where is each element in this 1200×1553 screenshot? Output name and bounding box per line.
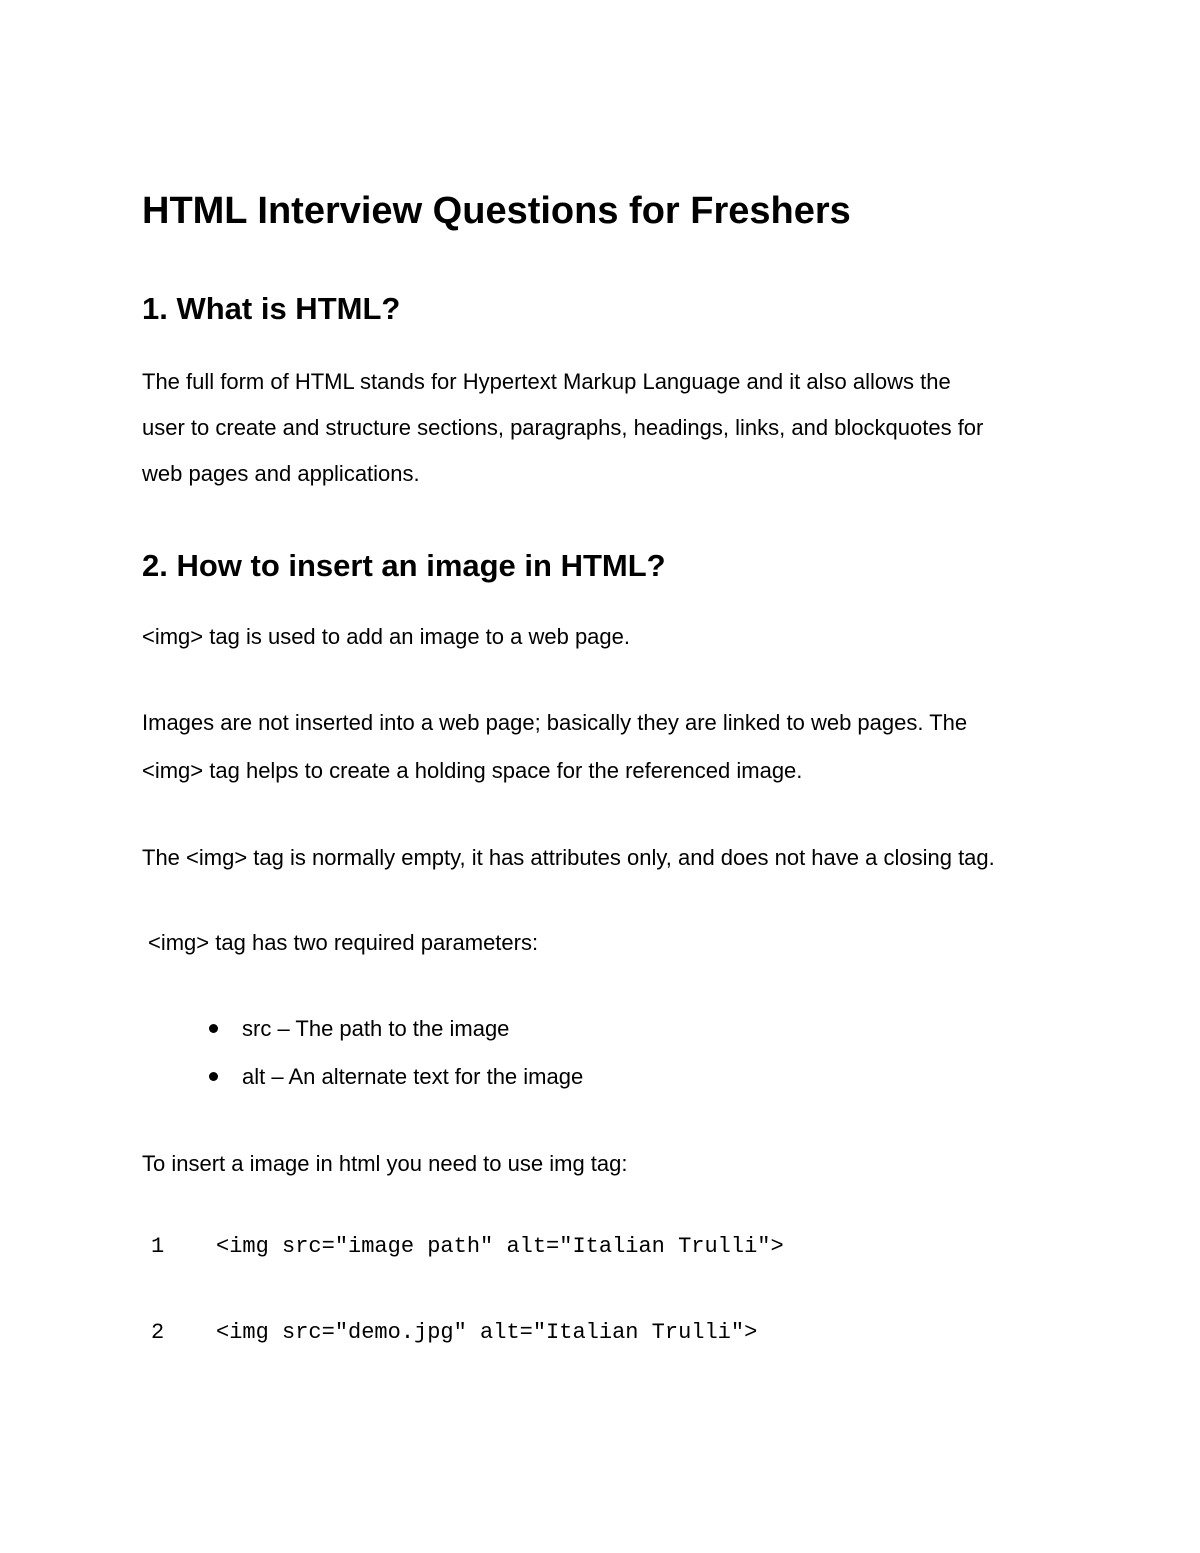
section-heading-what-is-html: 1. What is HTML? [142,291,401,326]
code-line: <img src="image path" alt="Italian Trulli"> [216,1234,784,1259]
paragraph: To insert a image in html you need to use img tag: [142,1151,628,1176]
paragraph-line: Images are not inserted into a web page; basically they are linked to web pages. The [142,710,968,735]
code-line: <img src="demo.jpg" alt="Italian Trulli"> [216,1320,758,1345]
section-heading-insert-image: 2. How to insert an image in HTML? [142,548,666,583]
code-line-number: 2 [151,1320,165,1345]
page-title: HTML Interview Questions for Freshers [142,190,851,232]
list-item: src – The path to the image [242,1016,510,1041]
paragraph: <img> tag is used to add an image to a web page. [142,624,630,649]
list-item: alt – An alternate text for the image [242,1064,584,1089]
code-line-number: 1 [151,1234,165,1259]
paragraph-line: user to create and structure sections, paragraphs, headings, links, and blockquotes for [142,415,984,440]
bullet-icon [209,1072,218,1081]
paragraph: <img> tag has two required parameters: [148,930,539,955]
paragraph-line: The full form of HTML stands for Hypertext Markup Language and it also allows the [142,369,951,394]
paragraph: The <img> tag is normally empty, it has attributes only, and does not have a closing tag. [142,845,995,870]
bullet-icon [209,1024,218,1033]
paragraph-line: web pages and applications. [142,461,420,486]
paragraph-line: <img> tag helps to create a holding space for the referenced image. [142,758,803,783]
